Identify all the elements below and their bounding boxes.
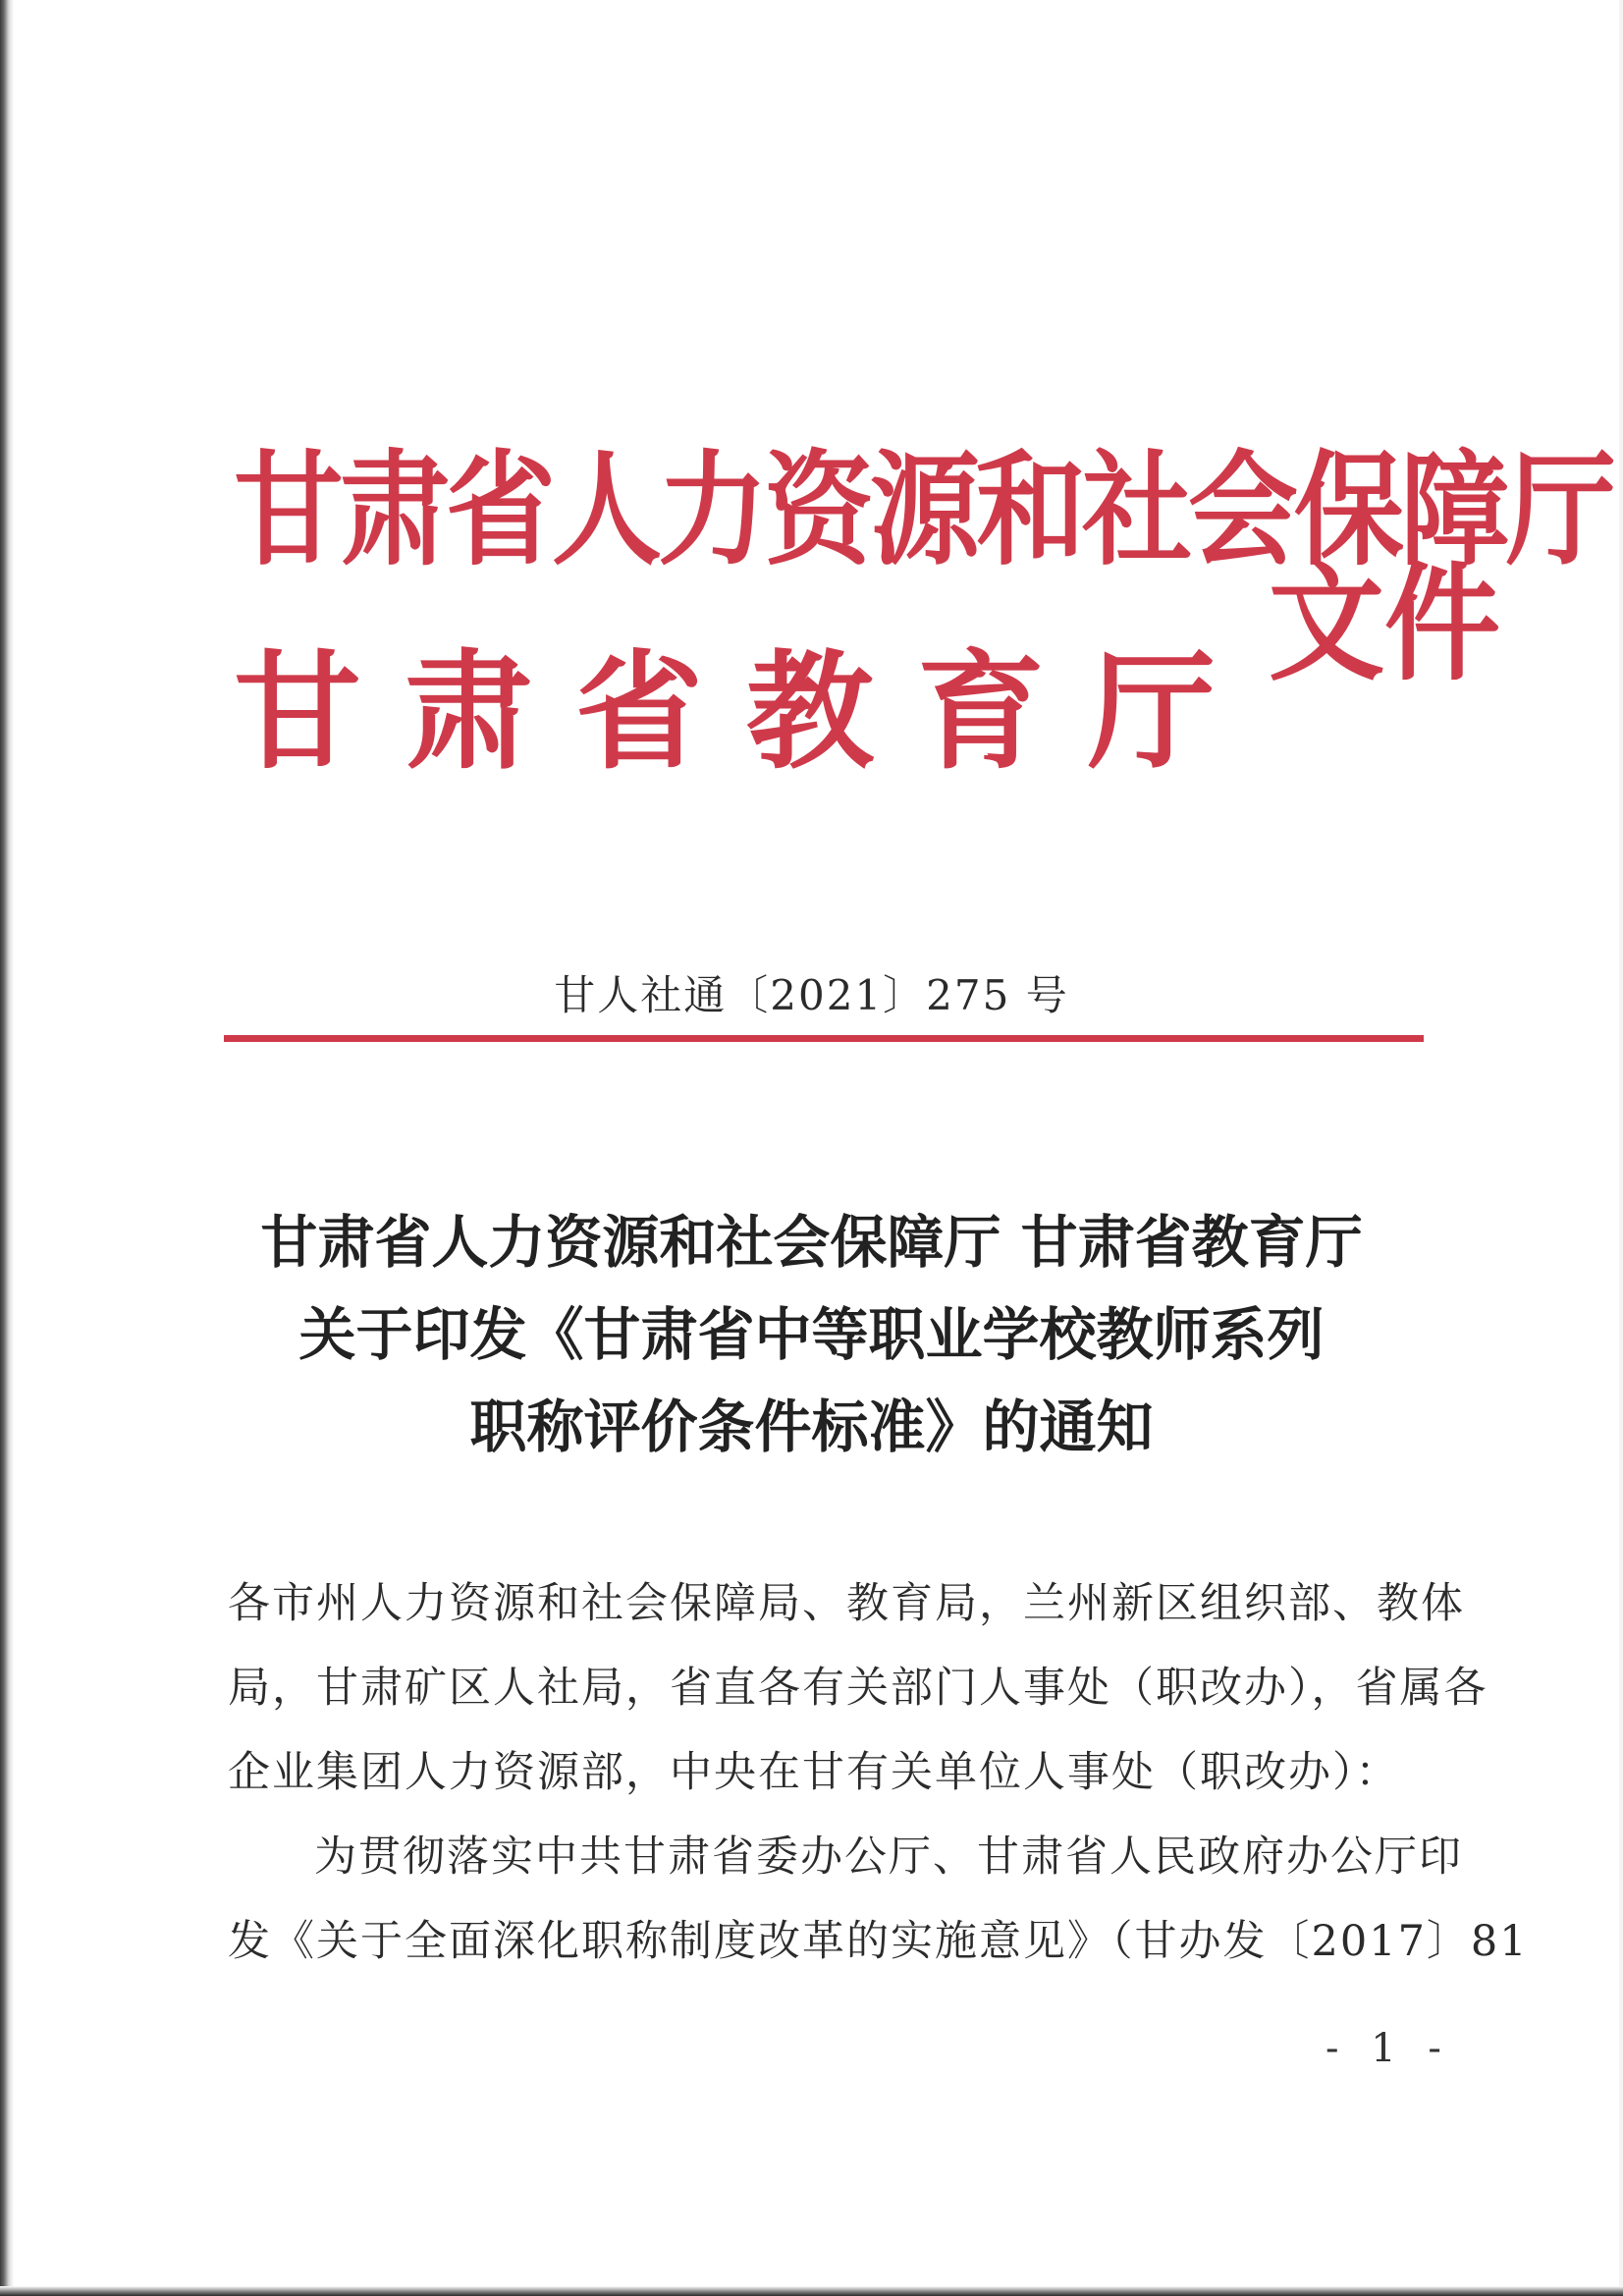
body-line-4: 为贯彻落实中共甘肃省委办公厅、甘肃省人民政府办公厅印	[314, 1832, 1463, 1882]
document-number: 甘人社通〔2021〕275 号	[554, 971, 1069, 1019]
issuing-agency-1: 甘肃省人力资源和社会保障厅	[234, 438, 1612, 583]
red-separator-line	[224, 1035, 1424, 1042]
title-line-1: 甘肃省人力资源和社会保障厅 甘肃省教育厅	[260, 1209, 1363, 1276]
body-line-2: 局，甘肃矿区人社局，省直各有关部门人事处（职改办），省属各	[228, 1664, 1488, 1713]
document-title	[0, 1196, 1623, 1473]
title-line-2: 关于印发《甘肃省中等职业学校教师系列	[298, 1301, 1325, 1368]
issuing-agency-2: 甘肃省教育厅	[234, 636, 1260, 787]
title-line-3: 职称评价条件标准》的通知	[469, 1394, 1154, 1460]
body-line-1: 各市州人力资源和社会保障局、教育局，兰州新区组织部、教体	[228, 1579, 1465, 1628]
document-suffix: 文件	[1269, 548, 1501, 698]
scan-edge-bottom	[0, 2286, 1623, 2296]
body-line-5: 发《关于全面深化职称制度改革的实施意见》（甘办发〔2017〕81	[228, 1917, 1529, 1966]
scan-edge-left	[0, 0, 14, 2296]
document-body	[228, 1561, 1529, 1984]
body-line-3: 企业集团人力资源部，中央在甘有关单位人事处（职改办）：	[228, 1748, 1400, 1797]
scan-edge-right	[1619, 0, 1623, 2296]
page-number: - 1 -	[1325, 2026, 1451, 2071]
